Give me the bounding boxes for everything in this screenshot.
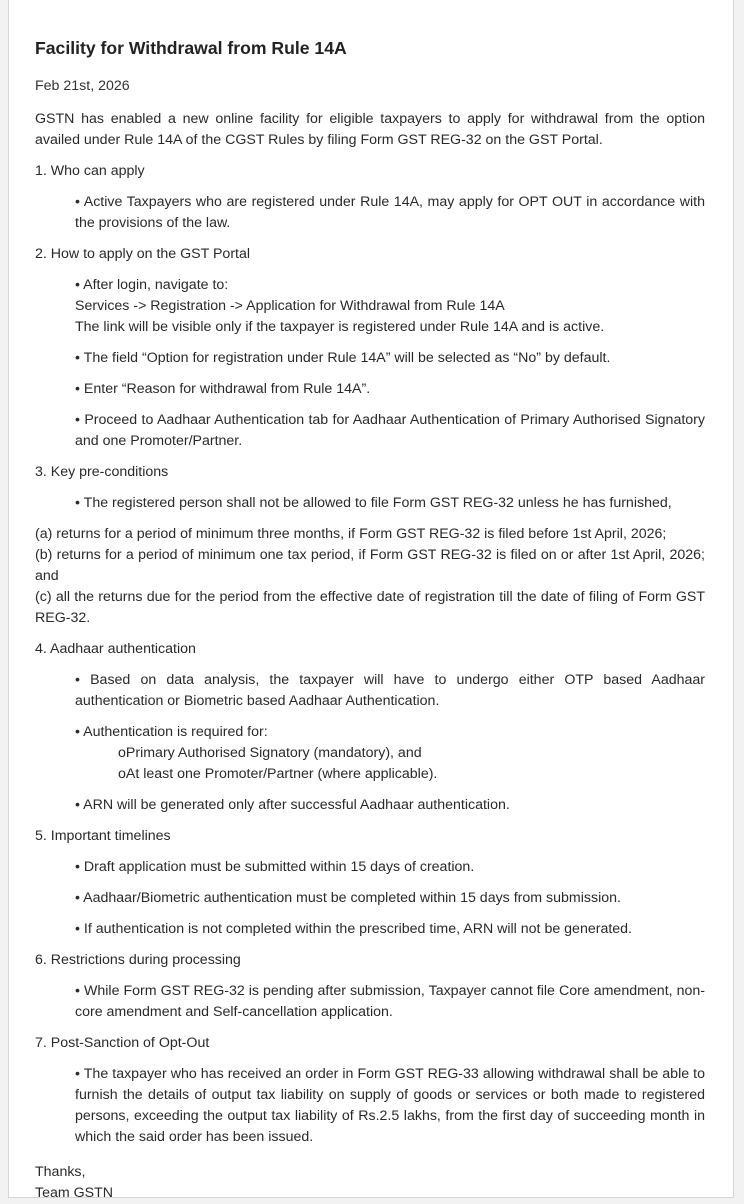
notice-date: Feb 21st, 2026 <box>35 78 130 94</box>
navigation-path: Services -> Registration -> Application for Withdrawal from Rule 14A <box>75 298 505 314</box>
bullet-item: • If authentication is not completed within the prescribed time, ARN will not be generated. <box>75 921 633 937</box>
bullet-item: • The taxpayer who has received an order in Form GST REG-33 allowing withdrawal shall be able to furnish the details of output tax liability on supply of goods or services or both made to registered persons, exceeding the output tax liability of Rs.2.5 lakhs, from the first day of succeeding month in which the said order has been issued. <box>75 1066 705 1145</box>
section-how-to-apply <box>35 244 705 452</box>
bullet-line: • Authentication is required for: <box>75 724 268 740</box>
bullet-item: • Active Taxpayers who are registered under Rule 14A, may apply for OPT OUT in accordance with the provisions of the law. <box>75 194 705 231</box>
section-heading: 4. Aadhaar authentication <box>35 641 196 657</box>
bullet-line: The link will be visible only if the taxpayer is registered under Rule 14A and is active. <box>75 319 605 335</box>
conditions-list <box>35 524 705 629</box>
signature-block <box>35 1162 705 1204</box>
section-who-can-apply <box>35 161 705 234</box>
section-important-timelines <box>35 826 705 940</box>
bullet-item: • The registered person shall not be allowed to file Form GST REG-32 unless he has furnished, <box>75 495 672 511</box>
intro-paragraph: GSTN has enabled a new online facility for eligible taxpayers to apply for withdrawal from the option availed under Rule 14A of the CGST Rules by filing Form GST REG-32 on the GST Portal. <box>35 111 705 148</box>
bullet-item: • The field “Option for registration under Rule 14A” will be selected as “No” by default. <box>75 350 611 366</box>
bullet-item: • Aadhaar/Biometric authentication must be completed within 15 days from submission. <box>75 890 621 906</box>
section-heading: 7. Post-Sanction of Opt-Out <box>35 1035 210 1051</box>
bullet-item <box>75 722 705 785</box>
bullet-item: • While Form GST REG-32 is pending after submission, Taxpayer cannot file Core amendment, non-core amendment and Self-cancellation application. <box>75 983 705 1020</box>
section-heading: 6. Restrictions during processing <box>35 952 241 968</box>
bullet-item <box>75 275 705 338</box>
section-heading: 3. Key pre-conditions <box>35 464 169 480</box>
condition-a: (a) returns for a period of minimum three months, if Form GST REG-32 is filed before 1st April, 2026; <box>35 526 667 542</box>
bullet-item: • ARN will be generated only after successful Aadhaar authentication. <box>75 797 510 813</box>
closing-thanks: Thanks, <box>35 1164 86 1180</box>
section-key-preconditions <box>35 462 705 629</box>
bullet-item: • Proceed to Aadhaar Authentication tab for Aadhaar Authentication of Primary Authorised Signatory and one Promoter/Partner. <box>75 412 705 449</box>
notice-title: Facility for Withdrawal from Rule 14A <box>35 38 347 58</box>
sub-item: oPrimary Authorised Signatory (mandatory), and <box>118 745 422 761</box>
notice-content <box>35 36 705 1204</box>
bullet-line: • After login, navigate to: <box>75 277 229 293</box>
section-heading: 2. How to apply on the GST Portal <box>35 246 251 262</box>
bullet-item: • Enter “Reason for withdrawal from Rule 14A”. <box>75 381 371 397</box>
bullet-item: • Draft application must be submitted within 15 days of creation. <box>75 859 475 875</box>
section-heading: 5. Important timelines <box>35 828 171 844</box>
section-aadhaar-authentication <box>35 639 705 816</box>
closing-team: Team GSTN <box>35 1185 114 1201</box>
section-restrictions <box>35 950 705 1023</box>
sub-item: oAt least one Promoter/Partner (where applicable). <box>118 766 438 782</box>
bullet-item: • Based on data analysis, the taxpayer will have to undergo either OTP based Aadhaar authentication or Biometric based Aadhaar Authentication. <box>75 672 705 709</box>
section-heading: 1. Who can apply <box>35 163 145 179</box>
section-post-sanction <box>35 1033 705 1148</box>
notice-card <box>8 0 734 1201</box>
condition-b: (b) returns for a period of minimum one tax period, if Form GST REG-32 is filed on or after 1st April, 2026; and <box>35 547 705 584</box>
condition-c: (c) all the returns due for the period from the effective date of registration till the date of filing of Form GST REG-32. <box>35 589 705 626</box>
